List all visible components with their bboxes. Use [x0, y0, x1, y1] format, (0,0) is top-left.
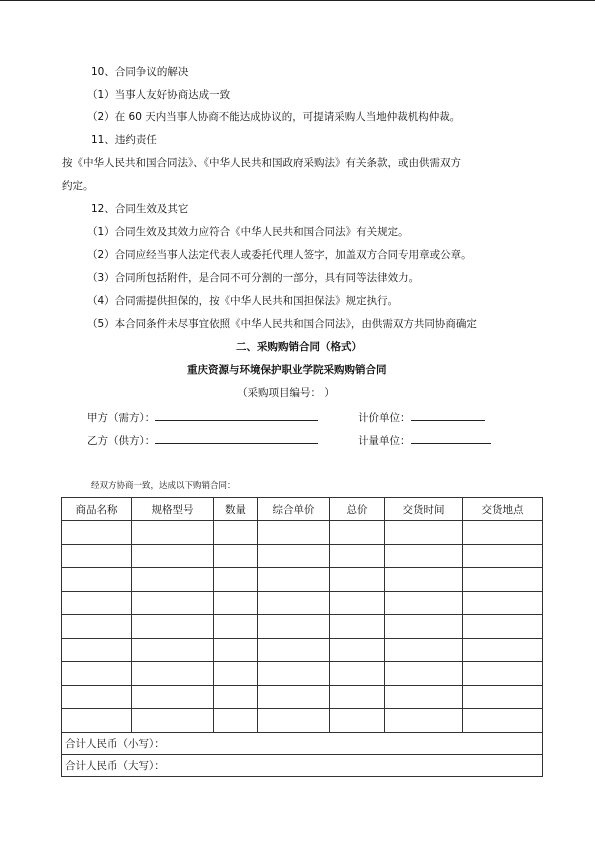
- table-cell[interactable]: [385, 709, 463, 733]
- section11-text-line1: 按《中华人民共和国合同法》、《中华人民共和国政府采购法》有关条款，或由供需双方: [62, 157, 461, 169]
- table-row: [62, 568, 543, 592]
- table-cell[interactable]: [385, 568, 463, 592]
- table-cell[interactable]: [258, 638, 330, 662]
- column-header: 数量: [214, 498, 258, 521]
- table-row: [62, 615, 543, 639]
- table-cell[interactable]: [214, 662, 258, 686]
- table-cell[interactable]: [385, 662, 463, 686]
- table-cell[interactable]: [132, 662, 214, 686]
- total-small-cell[interactable]: 合计人民币（小写）：: [62, 732, 543, 754]
- table-cell[interactable]: [62, 638, 132, 662]
- table-cell[interactable]: [62, 709, 132, 733]
- table-row: [62, 662, 543, 686]
- column-header: 规格型号: [132, 498, 214, 521]
- table-cell[interactable]: [385, 638, 463, 662]
- section11-heading: 11、违约责任: [91, 134, 157, 146]
- column-header: 交货地点: [463, 498, 543, 521]
- table-cell[interactable]: [463, 638, 543, 662]
- table-cell[interactable]: [214, 685, 258, 709]
- section12-item: （4）合同需提供担保的，按《中华人民共和国担保法》规定执行。: [87, 295, 399, 307]
- table-cell[interactable]: [463, 662, 543, 686]
- table-cell[interactable]: [385, 685, 463, 709]
- pricing-unit-row: [358, 409, 485, 425]
- table-cell[interactable]: [330, 638, 385, 662]
- table-cell[interactable]: [214, 544, 258, 568]
- goods-table: [61, 497, 543, 777]
- total-small-row: [62, 732, 543, 754]
- table-cell[interactable]: [463, 591, 543, 615]
- table-cell[interactable]: [330, 544, 385, 568]
- section12-heading: 12、合同生效及其它: [91, 203, 189, 215]
- table-cell[interactable]: [385, 615, 463, 639]
- table-cell[interactable]: [132, 568, 214, 592]
- table-cell[interactable]: [132, 638, 214, 662]
- contract-intro: 经双方协商一致，达成以下购销合同：: [91, 481, 236, 491]
- total-large-cell[interactable]: 合计人民币（大写）：: [62, 754, 543, 776]
- section11-text-line2: 约定。: [62, 180, 94, 192]
- table-cell[interactable]: [385, 521, 463, 545]
- table-cell[interactable]: [463, 685, 543, 709]
- party-b-label: 乙方（供方）：: [87, 435, 156, 447]
- pricing-unit-label: 计价单位：: [358, 412, 411, 424]
- table-row: [62, 638, 543, 662]
- section12-item: （2）合同应经当事人法定代表人或委托代理人签字，加盖双方合同专用章或公章。: [87, 249, 472, 261]
- table-cell[interactable]: [214, 709, 258, 733]
- part-title: 二、采购购销合同（格式）: [236, 341, 362, 353]
- measure-unit-row: [358, 432, 491, 448]
- column-header: 综合单价: [258, 498, 330, 521]
- section12-item: （3）合同所包括附件，是合同不可分割的一部分，具有同等法律效力。: [87, 272, 420, 284]
- table-cell[interactable]: [258, 544, 330, 568]
- table-cell[interactable]: [132, 544, 214, 568]
- table-cell[interactable]: [463, 544, 543, 568]
- party-a-blank[interactable]: [155, 409, 318, 421]
- table-row: [62, 709, 543, 733]
- table-cell[interactable]: [330, 685, 385, 709]
- table-cell[interactable]: [385, 544, 463, 568]
- table-cell[interactable]: [62, 662, 132, 686]
- table-cell[interactable]: [214, 521, 258, 545]
- project-number: （采购项目编号： ）: [237, 387, 335, 399]
- section10-item1: （1）当事人友好协商达成一致: [87, 89, 231, 101]
- table-row: [62, 544, 543, 568]
- section10-item2: （2）在 60 天内当事人协商不能达成协议的，可提请采购人当地仲裁机构仲裁。: [87, 111, 461, 123]
- table-row: [62, 591, 543, 615]
- table-cell[interactable]: [258, 709, 330, 733]
- table-row: [62, 521, 543, 545]
- table-cell[interactable]: [62, 568, 132, 592]
- table-cell[interactable]: [132, 685, 214, 709]
- table-cell[interactable]: [62, 521, 132, 545]
- table-cell[interactable]: [214, 638, 258, 662]
- table-cell[interactable]: [463, 709, 543, 733]
- party-b-row: [87, 432, 318, 448]
- total-large-row: [62, 754, 543, 776]
- table-cell[interactable]: [62, 615, 132, 639]
- column-header: 交货时间: [385, 498, 463, 521]
- table-cell[interactable]: [258, 568, 330, 592]
- table-cell[interactable]: [330, 662, 385, 686]
- table-cell[interactable]: [214, 568, 258, 592]
- party-a-label: 甲方（需方）：: [87, 412, 156, 424]
- table-cell[interactable]: [330, 709, 385, 733]
- table-cell[interactable]: [132, 521, 214, 545]
- table-cell[interactable]: [62, 685, 132, 709]
- column-header: 总价: [330, 498, 385, 521]
- table-cell[interactable]: [330, 521, 385, 545]
- table-cell[interactable]: [214, 615, 258, 639]
- table-cell[interactable]: [258, 591, 330, 615]
- table-cell[interactable]: [330, 568, 385, 592]
- measure-unit-label: 计量单位：: [358, 435, 411, 447]
- table-cell[interactable]: [463, 615, 543, 639]
- measure-unit-blank[interactable]: [411, 432, 491, 444]
- section12-item: （1）合同生效及其效力应符合《中华人民共和国合同法》有关规定。: [87, 226, 409, 238]
- table-row: [62, 685, 543, 709]
- table-cell[interactable]: [214, 591, 258, 615]
- table-cell[interactable]: [385, 591, 463, 615]
- table-cell[interactable]: [258, 685, 330, 709]
- table-cell[interactable]: [258, 662, 330, 686]
- table-header-row: [62, 498, 543, 521]
- table-cell[interactable]: [62, 544, 132, 568]
- page-top-border: [0, 0, 595, 1]
- section12-item: （5）本合同条件未尽事宜依照《中华人民共和国合同法》，由供需双方共同协商确定: [87, 318, 477, 330]
- party-b-blank[interactable]: [155, 432, 318, 444]
- table-cell[interactable]: [132, 709, 214, 733]
- table-cell[interactable]: [258, 615, 330, 639]
- pricing-unit-blank[interactable]: [411, 409, 485, 421]
- goods-table-body: [62, 521, 543, 733]
- table-cell[interactable]: [258, 521, 330, 545]
- table-cell[interactable]: [62, 591, 132, 615]
- column-header: 商品名称: [62, 498, 132, 521]
- section10-heading: 10、合同争议的解决: [91, 66, 189, 78]
- table-cell[interactable]: [132, 591, 214, 615]
- table-cell[interactable]: [463, 521, 543, 545]
- party-a-row: [87, 409, 318, 425]
- table-cell[interactable]: [132, 615, 214, 639]
- table-cell[interactable]: [463, 568, 543, 592]
- table-cell[interactable]: [330, 615, 385, 639]
- contract-title: 重庆资源与环境保护职业学院采购购销合同: [187, 364, 387, 376]
- table-cell[interactable]: [330, 591, 385, 615]
